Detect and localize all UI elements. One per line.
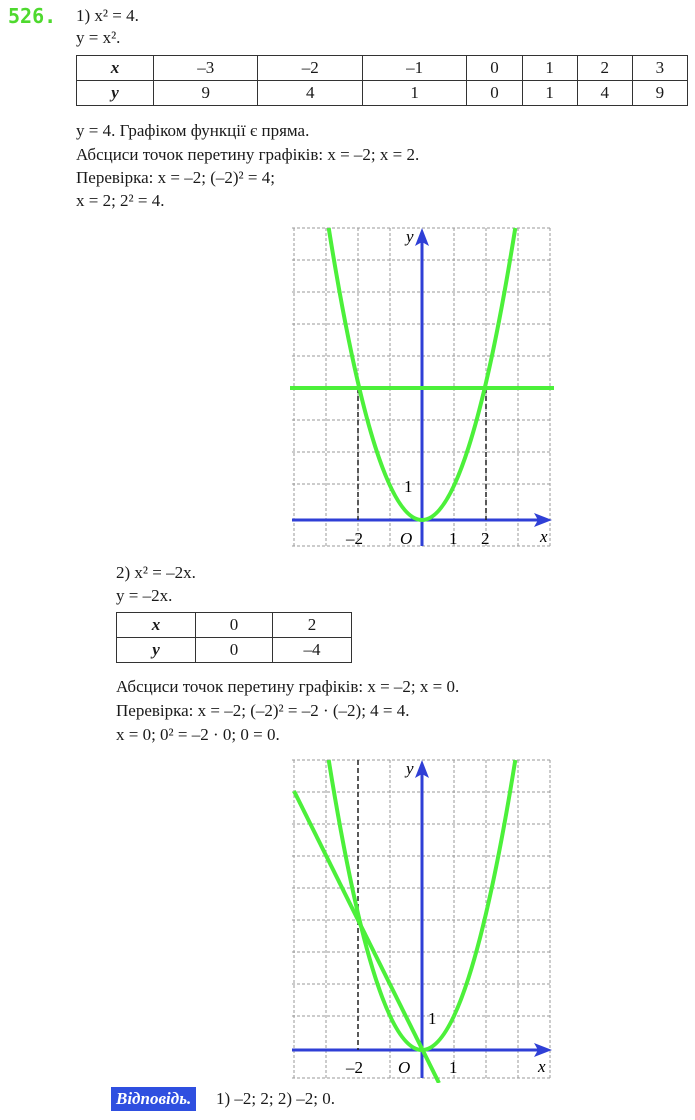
- origin-label: O: [398, 1058, 411, 1077]
- part2-check-1: Перевірка: x = –2; (–2)² = –2 · (–2); 4 = 4.: [116, 701, 410, 720]
- table-cell: –4: [273, 638, 352, 663]
- answer-label: Відповідь.: [111, 1087, 196, 1111]
- table-cell: –2: [258, 56, 362, 81]
- tick-label-x: 1: [449, 1058, 458, 1077]
- part2-function: y = –2x.: [116, 586, 173, 605]
- table-cell: 9: [154, 81, 258, 106]
- table-cell: 1: [362, 81, 466, 106]
- part1-line-note: y = 4. Графіком функції є пряма.: [76, 121, 310, 140]
- part2-check-2: x = 0; 0² = –2 · 0; 0 = 0.: [116, 725, 280, 744]
- part1-check-2: x = 2; 2² = 4.: [76, 191, 165, 210]
- table-cell: 9: [632, 81, 687, 106]
- part1-value-table: [76, 55, 688, 106]
- origin-label: O: [400, 529, 413, 548]
- table-cell: 2: [273, 613, 352, 638]
- tick-label-y: 1: [404, 477, 413, 496]
- table-header-x: x: [77, 56, 154, 81]
- table-cell: 0: [196, 613, 273, 638]
- table-cell: 0: [467, 56, 522, 81]
- table-cell: –1: [362, 56, 466, 81]
- table-cell: 2: [577, 56, 632, 81]
- table-header-x: x: [117, 613, 196, 638]
- table-row-y: [77, 81, 688, 106]
- part1-intersections: Абсциси точок перетину графіків: x = –2; x = 2.: [76, 145, 420, 164]
- part2-intersections: Абсциси точок перетину графіків: x = –2; x = 0.: [116, 677, 460, 696]
- axis-label-y: y: [406, 227, 414, 246]
- tick-label-x: –2: [346, 529, 363, 548]
- tick-label-x: 2: [481, 529, 490, 548]
- tick-label-x: –2: [346, 1058, 363, 1077]
- answer-text: 1) –2; 2; 2) –2; 0.: [216, 1089, 335, 1108]
- part2-value-table: [116, 612, 352, 663]
- table-cell: 1: [522, 56, 577, 81]
- part1-function: y = x².: [76, 28, 121, 47]
- table-cell: –3: [154, 56, 258, 81]
- graph-1: [290, 226, 555, 551]
- table-cell: 0: [467, 81, 522, 106]
- table-cell: 4: [577, 81, 632, 106]
- axis-label-y: y: [406, 759, 414, 778]
- axis-label-x: x: [538, 1057, 546, 1076]
- problem-number: 526.: [8, 4, 57, 28]
- part2-equation: 2) x² = –2x.: [116, 563, 196, 582]
- table-row-y: [117, 638, 352, 663]
- part1-check-1: Перевірка: x = –2; (–2)² = 4;: [76, 168, 275, 187]
- axis-label-x: x: [540, 527, 548, 546]
- tick-label-y: 1: [428, 1009, 437, 1028]
- table-cell: 1: [522, 81, 577, 106]
- table-cell: 0: [196, 638, 273, 663]
- part1-equation: 1) x² = 4.: [76, 6, 139, 25]
- table-row-x: [117, 613, 352, 638]
- table-cell: 4: [258, 81, 362, 106]
- line-y-neg2x: [294, 791, 439, 1083]
- table-row-x: [77, 56, 688, 81]
- table-header-y: y: [77, 81, 154, 106]
- table-cell: 3: [632, 56, 687, 81]
- tick-label-x: 1: [449, 529, 458, 548]
- table-header-y: y: [117, 638, 196, 663]
- graph-2: [290, 758, 555, 1083]
